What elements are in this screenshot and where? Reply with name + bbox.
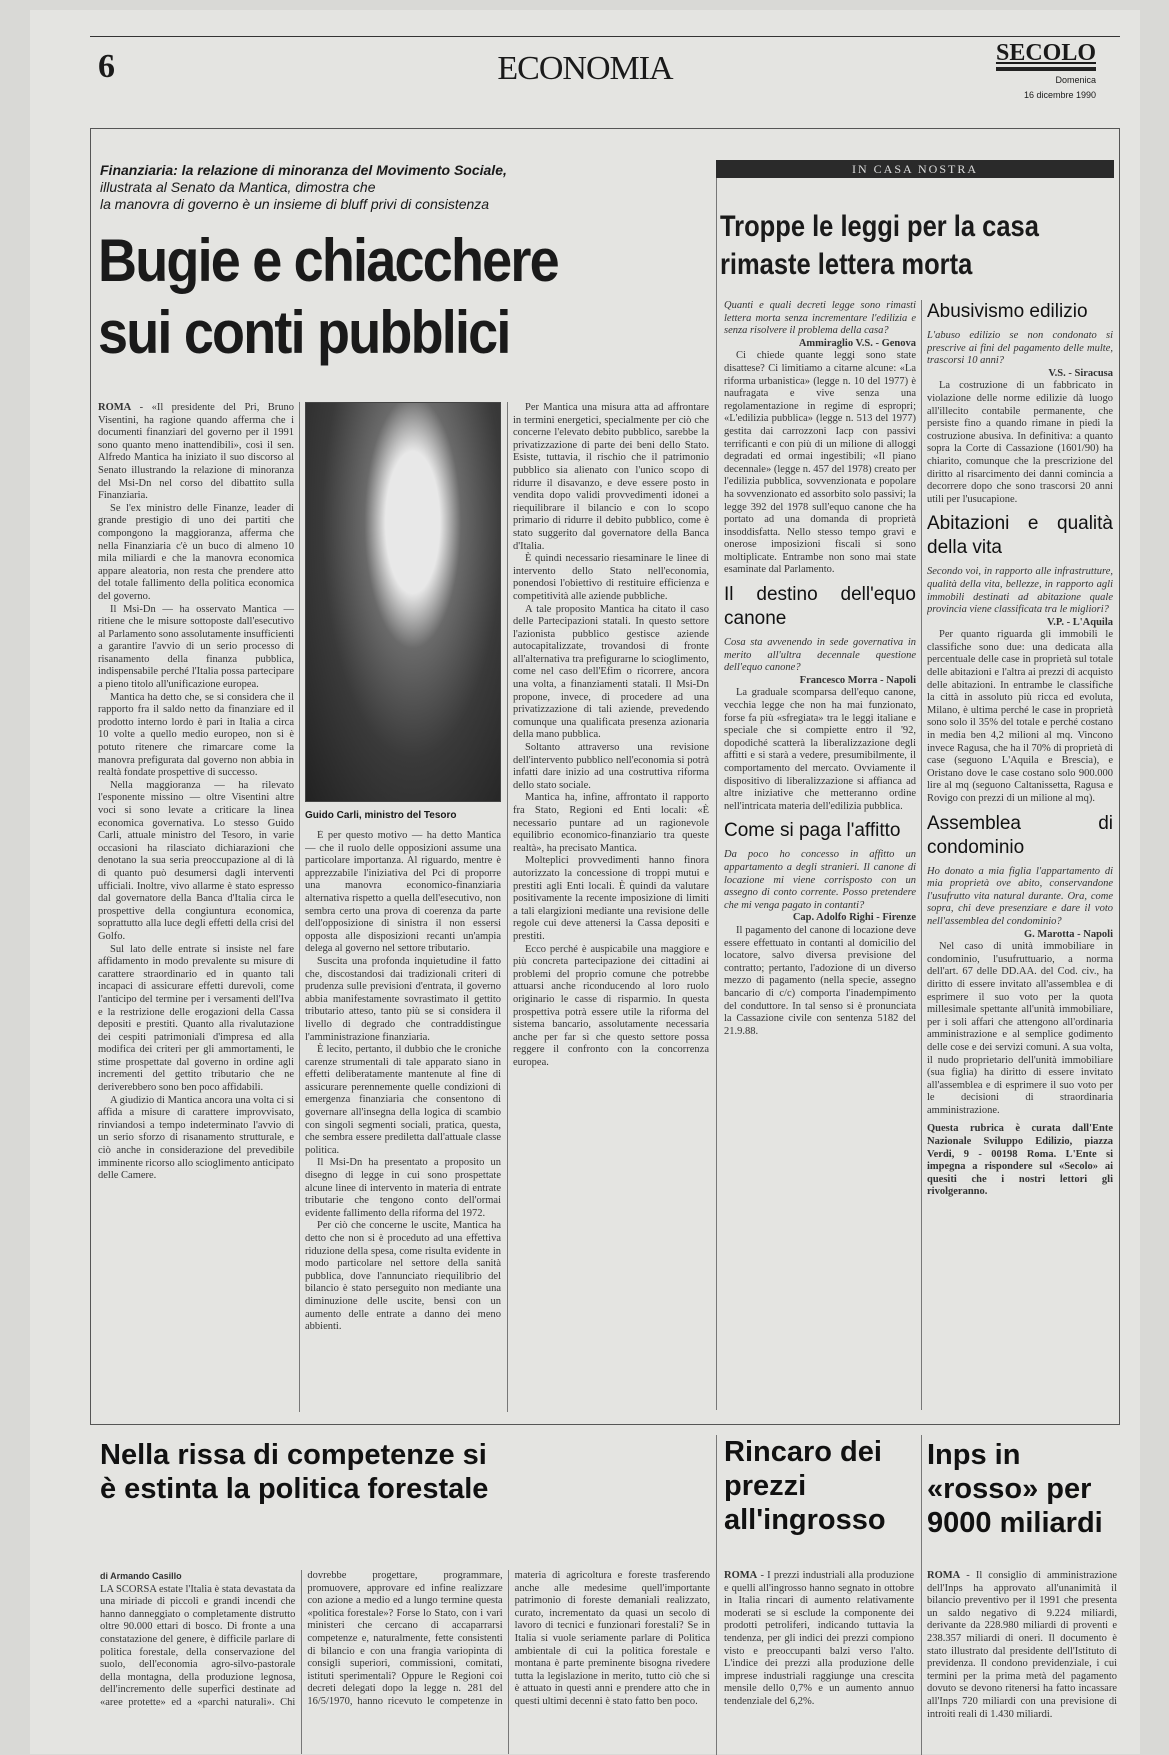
article-column-3: [513, 402, 709, 1412]
inps-headline: Inps in «rosso» per 9000 miliardi: [927, 1439, 1103, 1539]
photo-caption: Guido Carli, ministro del Tesoro: [305, 810, 457, 821]
answer: Il pagamento del canone di locazione deve essere effettuato in contanti al domicilio del locatore, salvo diversa previsione del contratto; pertanto, l'adozione di un diverso mezzo di pagamento (nella specie, assegno bancario di c/c) comporta l'inadempimento del conduttore. In tal senso si è pronunciata la Cassazione civile con sentenza 5182 del 21.9.88.: [724, 924, 916, 1037]
kicker-line-1: Finanziaria: la relazione di minoranza del Movimento Sociale,: [100, 162, 507, 178]
paragraph: Per ciò che concerne le uscite, Mantica ha detto che non si è proceduto ad una effettiva riduzione della spesa, come risulta evidente in modo particolare nel settore della sanità pubblica, dove l'annunciato riequilibrio del bilancio è stato perseguito non mediante una diminuzione delle uscite, bensì con un aumento delle entrate a danno dei meno abbienti.: [305, 1220, 501, 1333]
signature: Francesco Morra - Napoli: [799, 674, 916, 686]
question: Cosa sta avvenendo in sede governativa in merito all'ultra decennale questione dell'equo canone?: [724, 637, 916, 674]
signature: Cap. Adolfo Righi - Firenze: [792, 912, 916, 924]
question: L'abuso edilizio se non condonato si prescrive ai fini del pagamento delle multe, trascorsi 10 anni?: [927, 330, 1113, 367]
paragraph: È per questo motivo — ha detto Mantica — che il ruolo delle opposizioni assume una particolare importanza. Al riguardo, mentre è apprezzabile l'iniziativa del Pci di proporre una manovra economico-finanziaria alternativa rispetto a quella dell'esecutivo, non sembra certo una prova di coerenza da parte dell'opposizione di sinistra il non essersi opposta alle disposizioni recanti un'ampia delega al governo nel settore tributario.: [305, 830, 501, 955]
column-divider: [921, 1435, 922, 1755]
subheading: Come si paga l'affitto: [724, 820, 901, 842]
question: Da poco ho concesso in affitto un appartamento a degli stranieri. Il canone di locazione mi viene corrisposto con un assegno di conto corrente. Posso pretendere che mi venga pagato in contanti?: [724, 849, 916, 911]
article-column-1: [98, 402, 294, 1412]
page-number: 6: [98, 48, 115, 85]
column-divider: [299, 402, 300, 1412]
paragraph: Per Mantica una misura atta ad affrontare in termini energetici, specialmente per ciò che concerne l'elevato debito pubblico, sarebbe la privatizzazione di parte dei beni dello Stato. Esiste, tuttavia, il rischio che il patrimonio pubblico sia alienato con l'unico scopo di ridurre il disavanzo, e deve essere posto in vendita dopo validi provvedimenti idonei a riequilibrare il bilancio e con lo scopo primario di ridurre il debito pubblico, come è stato suggerito dal governatore della Banca d'Italia.: [513, 402, 709, 552]
issue-date: 16 dicembre 1990: [1023, 90, 1096, 100]
paragraph: - I prezzi industriali alla produzione e quelli all'ingrosso hanno segnato in ottobre in Italia rincari di aumento relativamente moderati se si esclude la componente dei prodotti petroliferi, indicando tuttavia la tendenza, per gli indici dei prezzi compiono visto e preoccupanti balzi verso l'alto. L'indice dei prezzi alla produzione delle imprese industriali raggiunge una crescita mensile dello 0,7% e un aumento annuo tendenziale del 6,2%.: [724, 1570, 914, 1707]
dateline: ROMA: [724, 1570, 758, 1581]
paragraph: Mantica ha, infine, affrontato il rapporto fra Stato, Regioni ed Enti locali: «È necessario puntare ad un ragionevole equilibrio economico-finanziario tra queste realtà», ha precisato Mantica.: [513, 792, 709, 854]
subheading: Il destino dell'equo canone: [724, 584, 916, 630]
top-rule: [90, 36, 1120, 37]
sidebar-border: [716, 160, 717, 1410]
issue-day: Domenica: [1055, 75, 1096, 85]
column-divider: [716, 1435, 717, 1755]
dateline: ROMA: [98, 402, 132, 413]
column-divider: [921, 300, 922, 1410]
section-title: ECONOMIA: [497, 50, 673, 87]
paragraph: Soltanto attraverso una revisione dell'intervento pubblico nell'economia si potrà infatti dare inizio ad una costruttiva riforma dello stato sociale.: [513, 742, 709, 791]
sidebar-label: IN CASA NOSTRA: [716, 160, 1114, 178]
subheading: Abitazioni e qualità della vita: [927, 513, 1113, 559]
paragraph: È lecito, pertanto, il dubbio che le croniche carenze strumentali di tale apparato siano in effetti deliberatamente mantenute al fine di assicurare perennemente quelle condizioni di emergenza finanziaria che consentono di governare all'insegna della logica di scambio con singoli segmenti sociali, pratica, questa, che sembra essere prediletta dall'attuale classe politica.: [305, 1044, 501, 1156]
paragraph: Il Msi-Dn ha presentato a proposito un disegno di legge in cui sono prospettate alcune linee di intervento in materia di entrate tributarie che tengono conto dell'ormai evidente fallimento della riforma del 1972.: [305, 1157, 501, 1219]
newspaper-page: [30, 10, 1140, 1754]
paragraph: È quindi necessario riesaminare le linee di intervento dello Stato nell'economia, ponendosi l'obiettivo di restituire efficienza e competitività alle aziende pubbliche.: [513, 553, 709, 602]
paragraph: - «Il presidente del Pri, Bruno Visentini, ha ragione quando afferma che i documenti finanziari del governo per il 1991 sono quanto meno inattendibili», così il sen. Alfredo Mantica ha iniziato il suo discorso al Senato illustrando la relazione di minoranza del Msi-Dn nel corso del dibattito sulla Finanziaria.: [98, 402, 294, 502]
answer: Per quanto riguarda gli immobili le classifiche sono due: una dedicata alla percentuale delle case in proprietà sul totale delle abitazioni e l'altra ai prezzi di acquisto delle abitazioni. In entrambe le classifiche la città in assoluto più ricca ed evoluta, Milano, è ultima perché le case in proprietà sono solo il 35% del totale e perché costano in media ben 4,2 milioni al mq. Vincono invece Ragusa, che ha il 70% di proprietà di case (seguono L'Aquila e Brescia), e Oristano dove le case costano solo 900.000 lire al mq (seguono Caltanissetta, Ragusa e Rovigo con prezzi di un milione al mq).: [927, 629, 1113, 804]
inps-article: [927, 1570, 1117, 1754]
paragraph: Suscita una profonda inquietudine il fatto che, discostandosi dai tradizionali criteri di prudenza sulle previsioni d'entrata, il governo abbia manifestamente sovrastimato il gettito tributario atteso, tanto più se si considera il livello di degrado che contraddistingue l'amministrazione finanziaria.: [305, 955, 501, 1043]
paragraph: Mantica ha detto che, se si considera che il rapporto fra il saldo netto da finanziare ed il prodotto interno lordo è pari in Italia a circa 10 volte a quello medio europeo, non si è potuto ritenere che rimarcare come la manovra prefigurata dal governo non abbia in realtà fondate prospettive di successo.: [98, 691, 294, 779]
signature: V.P. - L'Aquila: [1047, 616, 1113, 628]
paragraph: A giudizio di Mantica ancora una volta ci si affida a misure di carattere improvvisato, rinviandosi a tempo indeterminato l'avvio di un serio sforzo di risanamento strutturale, e ciò anche in considerazione del prevedibile imminente ricorso allo scioglimento anticipato delle Camere.: [98, 1094, 294, 1182]
answer: La costruzione di un fabbricato in violazione delle norme edilizie dà luogo all'illecito contabile permanente, che persiste fino a quando rimane in piedi la costruzione abusiva. In definitiva: a quanto sopra la Corte di Cassazione (1601/90) ha chiarito, comunque che la prescrizione del diritto al risarcimento dei danni comincia a decorrere dopo che sono trascorsi 20 anni utili per l'usucapione.: [927, 380, 1113, 505]
paragraph: A tale proposito Mantica ha citato il caso delle Partecipazioni statali. In questo settore l'azionista pubblico gestisce aziende autocapitalizzate, trovandosi di fronte all'alternativa tra prefigurarne lo scioglimento, come nel caso dell'Efim o ricorrere, ancora una volta, a finanziamenti statali. Il Msi-Dn propone, invece, di procedere ad una privatizzazione di tali aziende, prevedendo comunque una qualificata presenza azionaria della mano pubblica.: [513, 603, 709, 741]
headline-line-1: Bugie e chiacchere: [98, 227, 558, 294]
paragraph: Ecco perché è auspicabile una maggiore e più concreta partecipazione dei cittadini ai problemi del proprio comune che potrebbe attuarsi anche riconducendo al loro ruolo originario le casse di risparmio. In questa prospettiva potrà essere utile la riforma del sistema bancario, assolutamente necessaria anche per far sì che questo settore possa reggere il confronto con la concorrenza europea.: [513, 943, 709, 1068]
signature: G. Marotta - Napoli: [1023, 928, 1113, 940]
forestry-article: [100, 1570, 710, 1754]
answer: La graduale scomparsa dell'equo canone, vecchia legge che non ha mai funzionato, forse fa più «sfregiata» tra le leggi italiane e speciale che si compiette entro il '92, dopodiché scatterà la liberalizzazione degli affitti e si starà a vedere, presumibilmente, il comportamento del mercato. Ovviamente il dispositivo di liberalizzazione si affianca ad altre iniziative che metteranno ordine nell'intricata materia dell'edilizia pubblica.: [724, 687, 916, 812]
subheading: Abusivismo edilizio: [927, 301, 1088, 322]
paragraph: - Il consiglio di amministrazione dell'Inps ha approvato all'unanimità il bilancio preventivo per il 1991 che presenta un saldo negativo di 9.224 miliardi, derivante da 228.980 miliardi di proventi e 238.357 miliardi di oneri. Il documento è stato illustrato dal presidente dell'Istituto di previdenza. Il condono previdenziale, i cui termini per la prima metà del pagamento dovuto se devono ritenersi ha fatto incassare all'Inps 720 miliardi con una previsione di introiti reali di 1.430 miliardi.: [927, 1570, 1117, 1720]
kicker-line-3: la manovra di governo è un insieme di bluff privi di consistenza: [100, 196, 490, 212]
paragraph: Se l'ex ministro delle Finanze, leader di grande prestigio di uno dei partiti che compongono la maggioranza, afferma che nella Finanziaria c'è un buco di almeno 10 mila miliardi e che la manovra economica appare aleatoria, non resta che prendere atto del totale fallimento della politica economica del governo.: [98, 502, 294, 602]
answer: Ci chiede quante leggi sono state disattese? Ci limitiamo a citarne alcune: «La riforma urbanistica» (legge n. 10 del 1977) è naufragata e vive senza una regolamentazione in regime di espropri; «L'edilizia pubblica» (legge n. 513 del 1977) gestita dai carrozzoni Iacp con passivi terrificanti e con più di un milione di alloggi degradati ed ormai ingestibili; «Il piano decennale» (legge n. 457 del 1978) creato per l'edilizia pubblica, sovvenzionata e popolare ha sovvenzionato ed assorbito solo passivi; la legge 392 del 1978 sull'equo canone che ha portato ad una domanda di proprietà insoddisfatta. Nello stesso tempo gravi e onerose imposizioni fiscali si sono moltiplicate. Entrambe non sono mai state esaminate dal Parlamento.: [724, 350, 916, 576]
paragraph: Molteplici provvedimenti hanno finora autorizzato la concessione di troppi mutui e prestiti agli Enti locali. È quindi da valutare positivamente la recente imposizione di limiti a tali elargizioni mediante una revisione delle regole cui deve attenersi la Cassa depositi e prestiti.: [513, 855, 709, 942]
sidebar-column-2: [927, 300, 1113, 1410]
article-kicker: [100, 162, 620, 213]
sidebar-headline: Troppe le leggi per la casa rimaste lettera morta: [720, 210, 1039, 281]
paragraph: Il Msi-Dn — ha osservato Mantica — ritiene che le misure sottoposte dall'esecutivo al Parlamento sono assolutamente insufficienti a garantire l'avvio di un serio processo di risanamento della finanza pubblica, indispensabile perché l'Italia possa partecipare a pieno titolo all'unificazione europea.: [98, 603, 294, 691]
headline-line-2: sui conti pubblici: [98, 299, 510, 366]
paragraph: Nella maggioranza — ha rilevato l'esponente missino — oltre Visentini altre voci si sono levate a criticare la linea economica governativa. Lo stesso Guido Carli, attuale ministro del Tesoro, in varie occasioni ha rilasciato dichiarazioni che denotano la sua seria preoccupazione al di là di quanto può desumersi dagli interventi ufficiali. Inoltre, vivo allarme è stato espresso dal governatore della Banca d'Italia circa le prospettive della congiuntura economica, soprattutto alla luce degli effetti della crisi del Golfo.: [98, 779, 294, 942]
portrait-photo: [305, 402, 501, 802]
sidebar-column-1: [724, 300, 916, 1410]
prices-article: [724, 1570, 914, 1754]
paragraph: Sul lato delle entrate si insiste nel fare affidamento in modo prevalente su misure di carattere straordinario ed in quanto tali incapaci di assicurare effetti durevoli, come l'anticipo del termine per i versamenti dell'Iva e la restrizione delle erogazioni della Cassa depositi e prestiti. Quanto alla rivalutazione dei cespiti patrimoniali d'impresa ed alla modifica dei criteri per gli ammortamenti, le stime prospettate dal governo in ordine agli incrementi del gettito tributario che ne deriverebbero sono ben poco affidabili.: [98, 943, 294, 1094]
logo-name: SECOLO: [996, 40, 1096, 71]
byline: di Armando Casillo: [100, 1571, 182, 1581]
main-headline: [98, 225, 602, 369]
forestry-headline: Nella rissa di competenze si è estinta la politica forestale: [100, 1439, 489, 1505]
answer: Nel caso di unità immobiliare in condominio, l'usufruttuario, a norma dell'art. 67 delle DD.AA. del Cod. civ., ha diritto di essere invitato all'assemblea e di esprimere il suo voto per la quota millesimale spettante all'unità immobiliare, per i soli affari che attengono all'ordinaria amministrazione e al semplice godimento delle cose e dei servizi comuni. A sua volta, il nudo proprietario dell'unità immobiliare (sua figlia) ha diritto di essere invitato all'assemblea e di esprimere il suo voto per le decisioni di straordinaria amministrazione.: [927, 941, 1113, 1116]
kicker-line-2: illustrata al Senato da Mantica, dimostra che: [100, 179, 376, 195]
column-divider: [507, 402, 508, 1412]
article-column-2: [305, 830, 501, 1412]
masthead-logo: [996, 40, 1096, 101]
paragraph: LA SCORSA estate l'Italia è stata devastata da una miriade di piccoli e grandi incendi che hanno danneggiato o completamente distrutto oltre 90.000 ettari di bosco. Di fronte a una constatazione del genere, è difficile parlare di politica forestale, della conservazione del suolo, dell'economia agro-silvo-pastorale della montagna, della produzione legnosa, dell'incremento delle superfici destinate ad «aree protette» ed a «parchi naturali». Chi dovrebbe progettare, programmare, promuovere, approvare ed infine realizzare con azione a medio ed a lungo termine questa «politica forestale»? Forse lo Stato, con i vari ministeri che cercano di accaparrarsi competenze e, naturalmente, fette consistenti di bilancio e con una frangia variopinta di consigli superiori, commissioni, comitati, istituti sperimentali? Oppure le Regioni coi decreti delegati dopo la legge n. 281 del 16/5/1970, hanno ricevuto le competenze in materia di agricoltura e foreste trasferendo anche alle medesime quell'importante patrimonio di foreste demaniali realizzato, curato, incrementato da quasi un secolo di lavoro di tecnici e funzionari forestali? Se in Italia si vuole seriamente parlare di Politica ambientale di cui la politica forestale e montana è parte preminente bisogna rivedere tutta la legislazione in merito, tutto ciò che si è attuato in questi anni e prendere atto che in questi ultimi decenni è stato fatto ben poco.: [100, 1570, 710, 1708]
dateline: ROMA: [927, 1570, 961, 1581]
sidebar-footer: Questa rubrica è curata dall'Ente Nazionale Sviluppo Edilizio, piazza Verdi, 9 - 00198 Roma. L'Ente si impegna a rispondere sul «Secolo» ai quesiti che i nostri lettori gli rivolgeranno.: [927, 1123, 1113, 1198]
question: Ho donato a mia figlia l'appartamento di mia proprietà ove abito, conservandone l'usufrutto vita natural durante. Ora, come sopra, chi deve presenziare e dare il voto nell'assemblea del condominio?: [927, 865, 1113, 927]
question: Secondo voi, in rapporto alle infrastrutture, qualità della vita, bellezze, in rapporto agli immobili destinati ad abitazione quale provincia viene classificata tra le migliori?: [927, 566, 1113, 616]
subheading: Assemblea di condominio: [927, 812, 1113, 858]
signature: Ammiraglio V.S. - Genova: [798, 337, 916, 349]
prices-headline: Rincaro dei prezzi all'ingrosso: [724, 1436, 886, 1536]
question: Quanti e quali decreti legge sono rimasti lettera morta senza incrementare l'edilizia e senza risolvere il problema della casa?: [724, 300, 916, 337]
signature: V.S. - Siracusa: [1048, 367, 1113, 379]
